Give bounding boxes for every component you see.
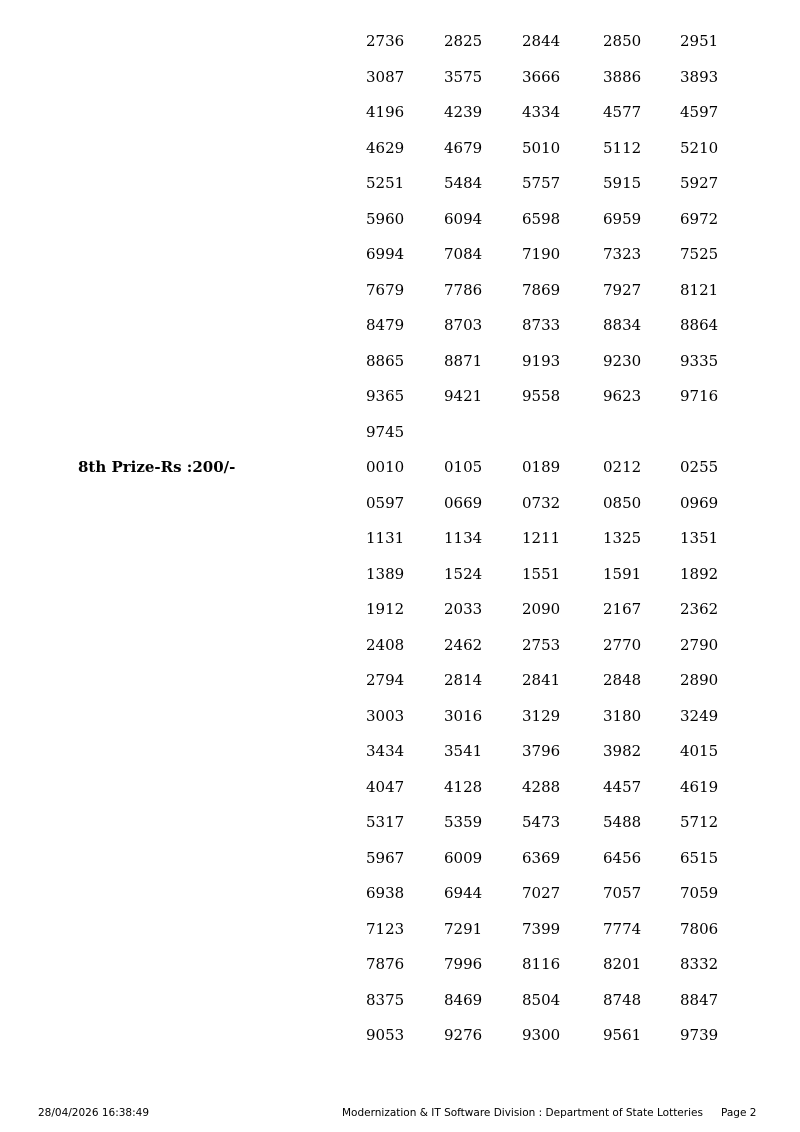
- ticket-number: 8864: [680, 316, 719, 334]
- ticket-number: 2462: [444, 635, 483, 654]
- ticket-number: 5927: [680, 174, 719, 192]
- ticket-number: 2753: [522, 635, 561, 654]
- ticket-number: 8116: [522, 955, 561, 973]
- ticket-number: 5359: [444, 813, 483, 831]
- number-row: [0, 564, 800, 600]
- ticket-number: 0669: [444, 493, 483, 512]
- ticket-number: 1351: [680, 529, 719, 547]
- ticket-number: 4577: [603, 103, 642, 121]
- ticket-number: 3249: [680, 706, 719, 725]
- number-row: [0, 493, 800, 529]
- ticket-number: 7679: [366, 280, 405, 299]
- ticket-number: 9421: [444, 387, 483, 405]
- ticket-number: 0732: [522, 493, 561, 512]
- number-row: [0, 919, 800, 955]
- ticket-number: 4128: [444, 777, 483, 796]
- ticket-number: 9623: [603, 387, 642, 405]
- ticket-number: 2790: [680, 635, 719, 654]
- ticket-number: 7057: [603, 884, 642, 902]
- ticket-number: 5112: [603, 138, 642, 157]
- number-row: [0, 706, 800, 742]
- number-row: [0, 1025, 800, 1061]
- number-row: [0, 741, 800, 777]
- number-row: [0, 848, 800, 884]
- ticket-number: 2794: [366, 671, 405, 689]
- ticket-number: 9193: [522, 351, 561, 370]
- ticket-number: 2890: [680, 671, 719, 689]
- ticket-number: 3003: [366, 706, 405, 725]
- ticket-number: 9335: [680, 351, 719, 370]
- ticket-number: 3541: [444, 742, 483, 760]
- ticket-number: 9561: [603, 1026, 642, 1044]
- ticket-number: 8504: [522, 990, 561, 1009]
- ticket-number: 8121: [680, 280, 719, 299]
- ticket-number: 0105: [444, 458, 483, 476]
- ticket-number: 2362: [680, 600, 719, 618]
- ticket-number: 5317: [366, 813, 405, 831]
- number-row: [0, 457, 800, 493]
- ticket-number: 7399: [522, 919, 561, 938]
- ticket-number: 7084: [444, 245, 483, 263]
- ticket-number: 3575: [444, 67, 483, 86]
- footer-page-number: Page 2: [721, 1107, 757, 1119]
- number-row: [0, 386, 800, 422]
- ticket-number: 7059: [680, 884, 719, 902]
- ticket-number: 1134: [444, 529, 483, 547]
- ticket-number: 9230: [603, 351, 642, 370]
- ticket-number: 4239: [444, 103, 483, 121]
- number-row: [0, 315, 800, 351]
- ticket-number: 7190: [522, 245, 561, 263]
- ticket-number: 3893: [680, 67, 719, 86]
- ticket-number: 5251: [366, 174, 405, 192]
- ticket-number: 9053: [366, 1026, 405, 1044]
- ticket-number: 0969: [680, 493, 719, 512]
- ticket-number: 1591: [603, 564, 642, 583]
- ticket-number: 7123: [366, 919, 405, 938]
- ticket-number: 6598: [522, 209, 561, 228]
- ticket-number: 2033: [444, 600, 483, 618]
- ticket-number: 4047: [366, 777, 405, 796]
- number-row: [0, 244, 800, 280]
- ticket-number: 3129: [522, 706, 561, 725]
- ticket-number: 6456: [603, 848, 642, 867]
- ticket-number: 7786: [444, 280, 483, 299]
- eighth-prize-label: 8th Prize-Rs :200/-: [78, 458, 236, 476]
- ticket-number: 9716: [680, 387, 719, 405]
- ticket-number: 9745: [366, 422, 405, 441]
- ticket-number: 6994: [366, 245, 405, 263]
- ticket-number: 1131: [366, 529, 405, 547]
- number-row: [0, 67, 800, 103]
- ticket-number: 0850: [603, 493, 642, 512]
- ticket-number: 2814: [444, 671, 483, 689]
- ticket-number: 1892: [680, 564, 719, 583]
- ticket-number: 4334: [522, 103, 561, 121]
- footer-division: Modernization & IT Software Division : Department of State Lotteries: [342, 1107, 703, 1119]
- continued-prize-numbers: [0, 31, 800, 457]
- ticket-number: 3796: [522, 742, 561, 760]
- ticket-number: 8479: [366, 316, 405, 334]
- number-row: [0, 102, 800, 138]
- ticket-number: 7027: [522, 884, 561, 902]
- ticket-number: 2770: [603, 635, 642, 654]
- ticket-number: 2844: [522, 32, 561, 50]
- ticket-number: 5757: [522, 174, 561, 192]
- ticket-number: 4457: [603, 777, 642, 796]
- ticket-number: 8748: [603, 990, 642, 1009]
- ticket-number: 1912: [366, 600, 405, 618]
- ticket-number: 5473: [522, 813, 561, 831]
- number-row: [0, 280, 800, 316]
- ticket-number: 3180: [603, 706, 642, 725]
- ticket-number: 9739: [680, 1026, 719, 1044]
- ticket-number: 2951: [680, 32, 719, 50]
- ticket-number: 1524: [444, 564, 483, 583]
- ticket-number: 2736: [366, 32, 405, 50]
- footer-timestamp: 28/04/2026 16:38:49: [38, 1107, 150, 1119]
- ticket-number: 0212: [603, 458, 642, 476]
- ticket-number: 1551: [522, 564, 561, 583]
- ticket-number: 9365: [366, 387, 405, 405]
- ticket-number: 3982: [603, 742, 642, 760]
- ticket-number: 8332: [680, 955, 719, 973]
- number-row: [0, 173, 800, 209]
- number-row: [0, 209, 800, 245]
- ticket-number: 5960: [366, 209, 405, 228]
- ticket-number: 4015: [680, 742, 719, 760]
- number-row: [0, 954, 800, 990]
- ticket-number: 7806: [680, 919, 719, 938]
- number-row: [0, 883, 800, 919]
- number-row: [0, 777, 800, 813]
- ticket-number: 6938: [366, 884, 405, 902]
- ticket-number: 9558: [522, 387, 561, 405]
- ticket-number: 3016: [444, 706, 483, 725]
- ticket-number: 3087: [366, 67, 405, 86]
- ticket-number: 7291: [444, 919, 483, 938]
- ticket-number: 5915: [603, 174, 642, 192]
- number-row: [0, 351, 800, 387]
- ticket-number: 6972: [680, 209, 719, 228]
- ticket-number: 0255: [680, 458, 719, 476]
- ticket-number: 2090: [522, 600, 561, 618]
- ticket-number: 5488: [603, 813, 642, 831]
- ticket-number: 5484: [444, 174, 483, 192]
- ticket-number: 3886: [603, 67, 642, 86]
- ticket-number: 2167: [603, 600, 642, 618]
- ticket-number: 2850: [603, 32, 642, 50]
- ticket-number: 6369: [522, 848, 561, 867]
- number-row: [0, 528, 800, 564]
- number-row: [0, 599, 800, 635]
- ticket-number: 2825: [444, 32, 483, 50]
- ticket-number: 4196: [366, 103, 405, 121]
- number-row: [0, 635, 800, 671]
- ticket-number: 6944: [444, 884, 483, 902]
- ticket-number: 7774: [603, 919, 642, 938]
- ticket-number: 7876: [366, 955, 405, 973]
- ticket-number: 7996: [444, 955, 483, 973]
- ticket-number: 4619: [680, 777, 719, 796]
- ticket-number: 4597: [680, 103, 719, 121]
- number-row: [0, 138, 800, 174]
- ticket-number: 3434: [366, 742, 405, 760]
- ticket-number: 5712: [680, 813, 719, 831]
- ticket-number: 4288: [522, 777, 561, 796]
- ticket-number: 8375: [366, 990, 405, 1009]
- ticket-number: 8871: [444, 351, 483, 370]
- ticket-number: 2841: [522, 671, 561, 689]
- ticket-number: 6009: [444, 848, 483, 867]
- ticket-number: 3666: [522, 67, 561, 86]
- ticket-number: 7323: [603, 245, 642, 263]
- ticket-number: 5210: [680, 138, 719, 157]
- ticket-number: 5010: [522, 138, 561, 157]
- ticket-number: 8703: [444, 316, 483, 334]
- number-row: [0, 670, 800, 706]
- ticket-number: 9300: [522, 1026, 561, 1044]
- ticket-number: 8847: [680, 990, 719, 1009]
- ticket-number: 4679: [444, 138, 483, 157]
- ticket-number: 2408: [366, 635, 405, 654]
- ticket-number: 6094: [444, 209, 483, 228]
- ticket-number: 0010: [366, 458, 405, 476]
- ticket-number: 2848: [603, 671, 642, 689]
- ticket-number: 7869: [522, 280, 561, 299]
- ticket-number: 6959: [603, 209, 642, 228]
- ticket-number: 6515: [680, 848, 719, 867]
- ticket-number: 8733: [522, 316, 561, 334]
- ticket-number: 1211: [522, 529, 561, 547]
- eighth-prize-section: [0, 457, 800, 1061]
- number-row: [0, 422, 800, 458]
- ticket-number: 9276: [444, 1026, 483, 1044]
- ticket-number: 8834: [603, 316, 642, 334]
- number-row: [0, 812, 800, 848]
- ticket-number: 1389: [366, 564, 405, 583]
- ticket-number: 8469: [444, 990, 483, 1009]
- ticket-number: 8865: [366, 351, 405, 370]
- ticket-number: 1325: [603, 529, 642, 547]
- ticket-number: 4629: [366, 138, 405, 157]
- ticket-number: 7525: [680, 245, 719, 263]
- ticket-number: 0189: [522, 458, 561, 476]
- number-row: [0, 990, 800, 1026]
- ticket-number: 8201: [603, 955, 642, 973]
- ticket-number: 0597: [366, 493, 405, 512]
- ticket-number: 7927: [603, 280, 642, 299]
- ticket-number: 5967: [366, 848, 405, 867]
- number-row: [0, 31, 800, 67]
